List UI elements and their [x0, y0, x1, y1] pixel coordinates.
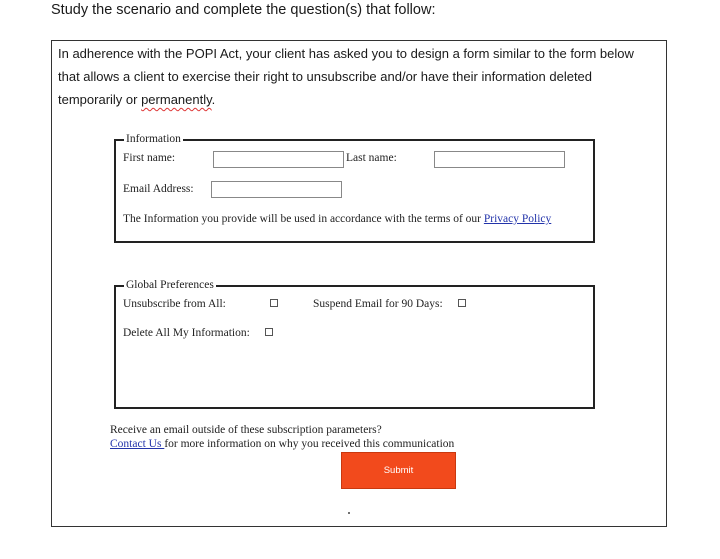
- privacy-policy-link[interactable]: Privacy Policy: [483, 213, 552, 225]
- scenario-paragraph: [58, 42, 658, 111]
- suspend-label: Suspend Email for 90 Days:: [313, 298, 443, 310]
- outside-parameters-text: Receive an email outside of these subscription parameters?: [110, 424, 382, 436]
- last-name-field[interactable]: [434, 151, 565, 168]
- contact-text: for more information on why you received this communication: [164, 438, 455, 450]
- first-name-label: First name:: [123, 152, 176, 164]
- contact-us-link[interactable]: Contact Us: [110, 438, 165, 450]
- spellcheck-underlined-word: permanently: [141, 92, 212, 107]
- contact-line: [110, 438, 454, 450]
- privacy-notice: [123, 213, 551, 225]
- submit-button[interactable]: Submit: [341, 452, 456, 489]
- page-heading: Study the scenario and complete the question(s) that follow:: [51, 2, 436, 18]
- global-preferences-legend: Global Preferences: [126, 279, 214, 291]
- information-legend: Information: [126, 133, 181, 145]
- delete-checkbox[interactable]: [265, 328, 273, 336]
- email-field[interactable]: [211, 181, 342, 198]
- delete-label: Delete All My Information:: [123, 327, 250, 339]
- unsubscribe-label: Unsubscribe from All:: [123, 298, 226, 310]
- unsubscribe-checkbox[interactable]: [270, 299, 278, 307]
- stray-dot: [348, 512, 350, 514]
- suspend-checkbox[interactable]: [458, 299, 466, 307]
- privacy-notice-text: The Information you provide will be used in accordance with the terms of our: [123, 213, 484, 225]
- scenario-text-end: .: [211, 92, 216, 107]
- last-name-label: Last name:: [346, 152, 397, 164]
- scenario-text: In adherence with the POPI Act, your client has asked you to design a form similar to the form below that allows a client to exercise their right to unsubscribe and/or have their information deleted temporarily or: [58, 46, 634, 107]
- first-name-field[interactable]: [213, 151, 344, 168]
- email-label: Email Address:: [123, 183, 194, 195]
